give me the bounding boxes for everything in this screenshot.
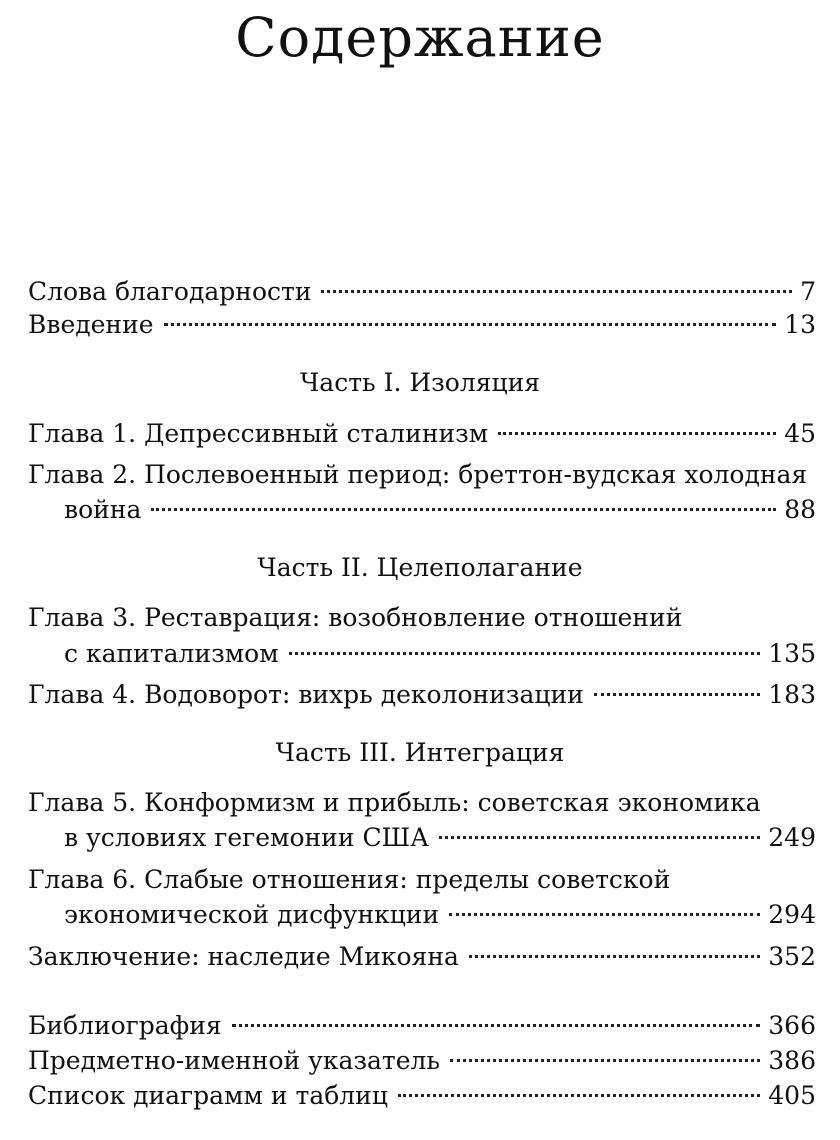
toc-entry-bibliography <box>28 1010 816 1042</box>
toc-entry-chapter-6-line1: Глава 6. Слабые отношения: пределы советской <box>28 865 671 894</box>
toc-entry-page: 352 <box>768 942 816 971</box>
toc-entry-chapter-2 <box>64 494 816 526</box>
dot-leader <box>151 508 776 511</box>
toc-entry-chapter-3-line1: Глава 3. Реставрация: возобновление отношений <box>28 603 683 632</box>
dot-leader <box>498 432 776 435</box>
toc-entry-chapter-5 <box>64 822 816 854</box>
toc-entry-acknowledgements <box>28 276 816 308</box>
dot-leader <box>450 1059 760 1062</box>
toc-entry-page: 135 <box>768 639 816 668</box>
dot-leader <box>469 955 760 958</box>
dot-leader <box>594 693 761 696</box>
toc-entry-chapter-6 <box>64 899 816 931</box>
dot-leader <box>398 1094 760 1097</box>
toc-entry-list-of-figures <box>28 1080 816 1112</box>
toc-entry-page: 366 <box>768 1011 816 1040</box>
toc-entry-chapter-4 <box>28 679 816 711</box>
toc-entry-chapter-3 <box>64 638 816 670</box>
dot-leader <box>449 913 760 916</box>
toc-entry-label: Глава 4. Водоворот: вихрь деколонизации <box>28 680 584 709</box>
dot-leader <box>232 1024 761 1027</box>
toc-entry-page: 183 <box>768 680 816 709</box>
toc-entry-chapter-1 <box>28 418 816 450</box>
toc-entry-page: 13 <box>784 310 816 339</box>
toc-entry-label: Введение <box>28 310 154 339</box>
toc-entry-label: Заключение: наследие Микояна <box>28 942 459 971</box>
toc-entry-page: 294 <box>768 900 816 929</box>
toc-entry-label: война <box>64 495 142 524</box>
toc-entry-page: 45 <box>784 419 816 448</box>
dot-leader <box>439 836 760 839</box>
toc-entry-label: экономической дисфункции <box>64 900 440 929</box>
toc-entry-conclusion <box>28 941 816 973</box>
toc-entry-page: 386 <box>768 1046 816 1075</box>
toc-entry-label: Библиография <box>28 1011 222 1040</box>
toc-entry-introduction <box>28 309 816 341</box>
toc-entry-chapter-2-line1: Глава 2. Послевоенный период: бреттон-вудская холодная <box>28 460 808 489</box>
toc-entry-page: 405 <box>768 1081 816 1110</box>
toc-entry-label: с капитализмом <box>64 639 279 668</box>
part-heading: Часть II. Целеполагание <box>257 553 583 582</box>
toc-entry-label: Предметно-именной указатель <box>28 1046 441 1075</box>
toc-entry-chapter-5-line1: Глава 5. Конформизм и прибыль: советская экономика <box>28 788 761 817</box>
dot-leader <box>289 652 761 655</box>
toc-entry-label: Список диаграмм и таблиц <box>28 1081 388 1110</box>
part-heading: Часть I. Изоляция <box>299 368 541 397</box>
page-title: Содержание <box>235 6 605 69</box>
toc-entry-page: 88 <box>784 495 816 524</box>
toc-entry-label: Слова благодарности <box>28 277 312 306</box>
part-heading: Часть III. Интеграция <box>275 738 565 767</box>
dot-leader <box>321 290 792 293</box>
dot-leader <box>164 323 777 326</box>
toc-entry-page: 249 <box>768 823 816 852</box>
toc-entry-label: в условиях гегемонии США <box>64 823 430 852</box>
toc-entry-index <box>28 1045 816 1077</box>
toc-entry-label: Глава 1. Депрессивный сталинизм <box>28 419 489 448</box>
toc-entry-page: 7 <box>800 277 816 306</box>
